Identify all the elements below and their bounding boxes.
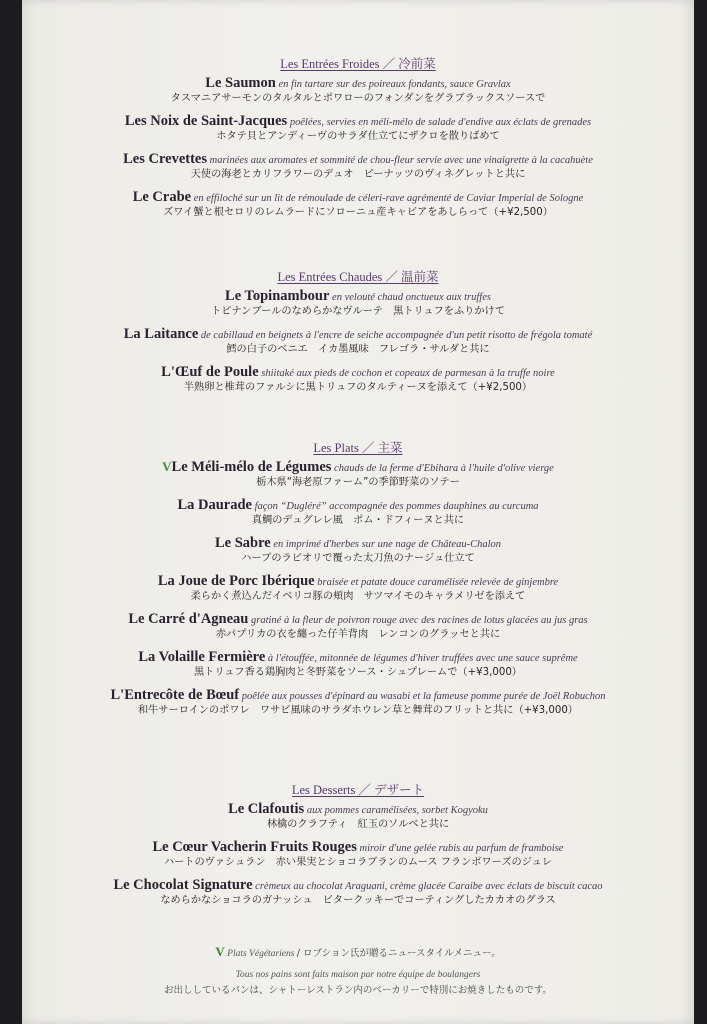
dish-japanese: 林檎のクラフティ 紅玉のソルベと共に (266, 819, 450, 830)
dish-item (22, 498, 694, 528)
dish-name: La Joue de Porc Ibérique (157, 573, 315, 589)
dish-japanese: 和牛サーロインのポワレ ワサビ風味のサラダホウレン草と舞茸のフリットと共に（+¥3,000） (137, 705, 578, 716)
dish-description: aux pommes caramélisées, sorbet Kogyoku (306, 805, 488, 816)
dish-japanese: ズワイ蟹と根セロリのレムラードにソローニュ産キャビアをあしらって（+¥2,500） (163, 207, 553, 218)
leaf-icon: V (215, 944, 225, 959)
dish-description: shiitaké aux pieds de cochon et copeaux de parmesan à la truffe noire (261, 368, 555, 379)
section-title: Les Entrées Chaudes ／ 温前菜 (277, 270, 439, 284)
dish-item (22, 190, 694, 220)
dish-item (22, 536, 694, 566)
menu-section (22, 438, 694, 716)
dish-name: Les Noix de Saint-Jacques (124, 113, 288, 129)
dish-name: Les Crevettes (123, 151, 208, 167)
section-title: Les Entrées Froides ／ 冷前菜 (280, 57, 436, 71)
dish-japanese: 天使の海老とカリフラワーのデュオ ピーナッツのヴィネグレットと共に (190, 169, 526, 180)
dish-name: Le Clafoutis (228, 801, 305, 817)
dish-item (22, 365, 694, 395)
dish-japanese: ハーブのラビオリで覆った太刀魚のナージュ仕立て (241, 553, 475, 564)
dish-japanese: 真鯛のデュグレレ風 ポム・ドフィーヌと共に (251, 515, 465, 526)
dish-description: façon “Dugléré” accompagnée des pommes dauphines au curcuma (254, 501, 539, 512)
dish-name: Le Chocolat Signature (113, 877, 253, 893)
dish-item (22, 878, 694, 908)
dish-item (22, 152, 694, 182)
menu-footer (22, 944, 694, 996)
dish-description: crèmeux au chocolat Araguani, crème glacée Caraibe avec éclats de biscuit cacao (255, 881, 603, 892)
dish-item (22, 612, 694, 642)
dish-name: Le Carré d'Agneau (128, 611, 249, 627)
dish-japanese: ホタテ貝とアンディーヴのサラダ仕立てにザクロを散りばめて (216, 131, 500, 142)
bread-note-fr: Tous nos pains sont faits maison par notre équipe de boulangers (235, 970, 481, 980)
dish-japanese: 鱈の白子のベニエ イカ墨風味 フレゴラ・サルダと共に (226, 344, 490, 355)
dish-name: La Laitance (123, 326, 199, 342)
dish-name: La Volaille Fermière (138, 649, 266, 665)
dish-description: en imprimé d'herbes sur une nage de Château-Chalon (273, 539, 502, 550)
dish-description: poêlée aux pousses d'épinard au wasabi et la fameuse pomme purée de Joël Robuchon (241, 691, 606, 702)
dish-japanese: 栃木県“海老原ファーム”の季節野菜のソテー (256, 477, 460, 488)
menu-section (22, 780, 694, 906)
dish-japanese: ハートのヴァシュラン 赤い果実とショコラブランのムース フランボワーズのジュレ (163, 857, 553, 868)
menu-section (22, 54, 694, 218)
dish-name: Le Topinambour (225, 288, 330, 304)
dish-japanese: 赤パプリカの衣を纏った仔羊背肉 レンコンのグラッセと共に (215, 629, 501, 640)
vegetarian-note (22, 944, 694, 960)
dish-japanese: 半熟卵と椎茸のファルシに黒トリュフのタルティーヌを添えて（+¥2,500） (183, 382, 533, 393)
dish-item (22, 76, 694, 106)
dish-name: Le Cœur Vacherin Fruits Rouges (152, 839, 357, 855)
leaf-icon: V (162, 459, 172, 474)
vegetarian-note-jp: / ロブション氏が贈るニュースタイルメニュー。 (296, 948, 501, 959)
dish-description: chauds de la ferme d'Ebihara à l'huile d'olive vierge (334, 463, 554, 474)
dish-item (22, 650, 694, 680)
dish-item (22, 802, 694, 832)
menu-section (22, 267, 694, 393)
vegetarian-note-fr: Plats Végétariens (227, 949, 295, 959)
dish-description: de cabillaud en beignets à l'encre de seiche accompagnée d'un petit risotto de frégola tomaté (200, 330, 593, 341)
dish-name: Le Sabre (214, 535, 271, 551)
dish-name: Le Saumon (205, 75, 276, 91)
dish-description: en velouté chaud onctueux aux truffes (332, 292, 491, 303)
dish-description: poêlées, servies en méli-mélo de salade d'endive aux éclats de grenades (289, 117, 592, 128)
dish-description: braisée et patate douce caramélisée relevée de ginjembre (317, 577, 559, 588)
dish-item (22, 574, 694, 604)
dish-name: La Daurade (177, 497, 252, 513)
section-title: Les Plats ／ 主菜 (313, 441, 403, 455)
dish-item (22, 840, 694, 870)
dish-name: L'Entrecôte de Bœuf (110, 687, 240, 703)
dish-description: marinées aux aromates et sommité de chou-fleur servie avec une vinaigrette à la cacahuète (209, 155, 593, 166)
dish-japanese: トピナンブールのなめらかなヴルーテ 黒トリュフをふりかけて (211, 306, 505, 317)
dish-japanese: 黒トリュフ香る鶏胸肉と冬野菜をソース・シュプレームで（+¥3,000） (193, 667, 522, 678)
dish-item (22, 688, 694, 718)
dish-japanese: なめらかなショコラのガナッシュ ビタークッキーでコーティングしたカカオのグラス (160, 895, 556, 906)
dish-description: gratiné à la fleur de poivron rouge avec des racines de lotus glacées au jus gras (251, 615, 588, 626)
dish-item (22, 460, 694, 490)
section-title: Les Desserts ／ デザート (291, 783, 425, 797)
dish-description: miroir d'une gelée rubis au parfum de framboise (359, 843, 564, 854)
dish-description: à l'étouffée, mitonnée de légumes d'hiver truffées avec une sauce suprême (267, 653, 578, 664)
dish-item (22, 114, 694, 144)
dish-description: en fin tartare sur des poireaux fondants, sauce Gravlax (278, 79, 511, 90)
dish-japanese: タスマニアサーモンのタルタルとポワローのフォンダンをグラブラックスソースで (170, 93, 546, 104)
dish-name: Le Crabe (132, 189, 192, 205)
dish-item (22, 289, 694, 319)
bread-note-jp: お出ししているパンは、シャトーレストラン内のベーカリーで特別にお焼きしたものです。 (164, 985, 552, 996)
dish-japanese: 柔らかく煮込んだイベリコ豚の頬肉 サツマイモのキャラメリゼを添えて (190, 591, 526, 602)
dish-name: Le Méli-mélo de Légumes (171, 459, 332, 475)
dish-item (22, 327, 694, 357)
dish-name: L'Œuf de Poule (161, 364, 259, 380)
dish-description: en effiloché sur un lit de rémoulade de céleri-rave agrémenté de Caviar Imperial de Sologne (193, 193, 584, 204)
